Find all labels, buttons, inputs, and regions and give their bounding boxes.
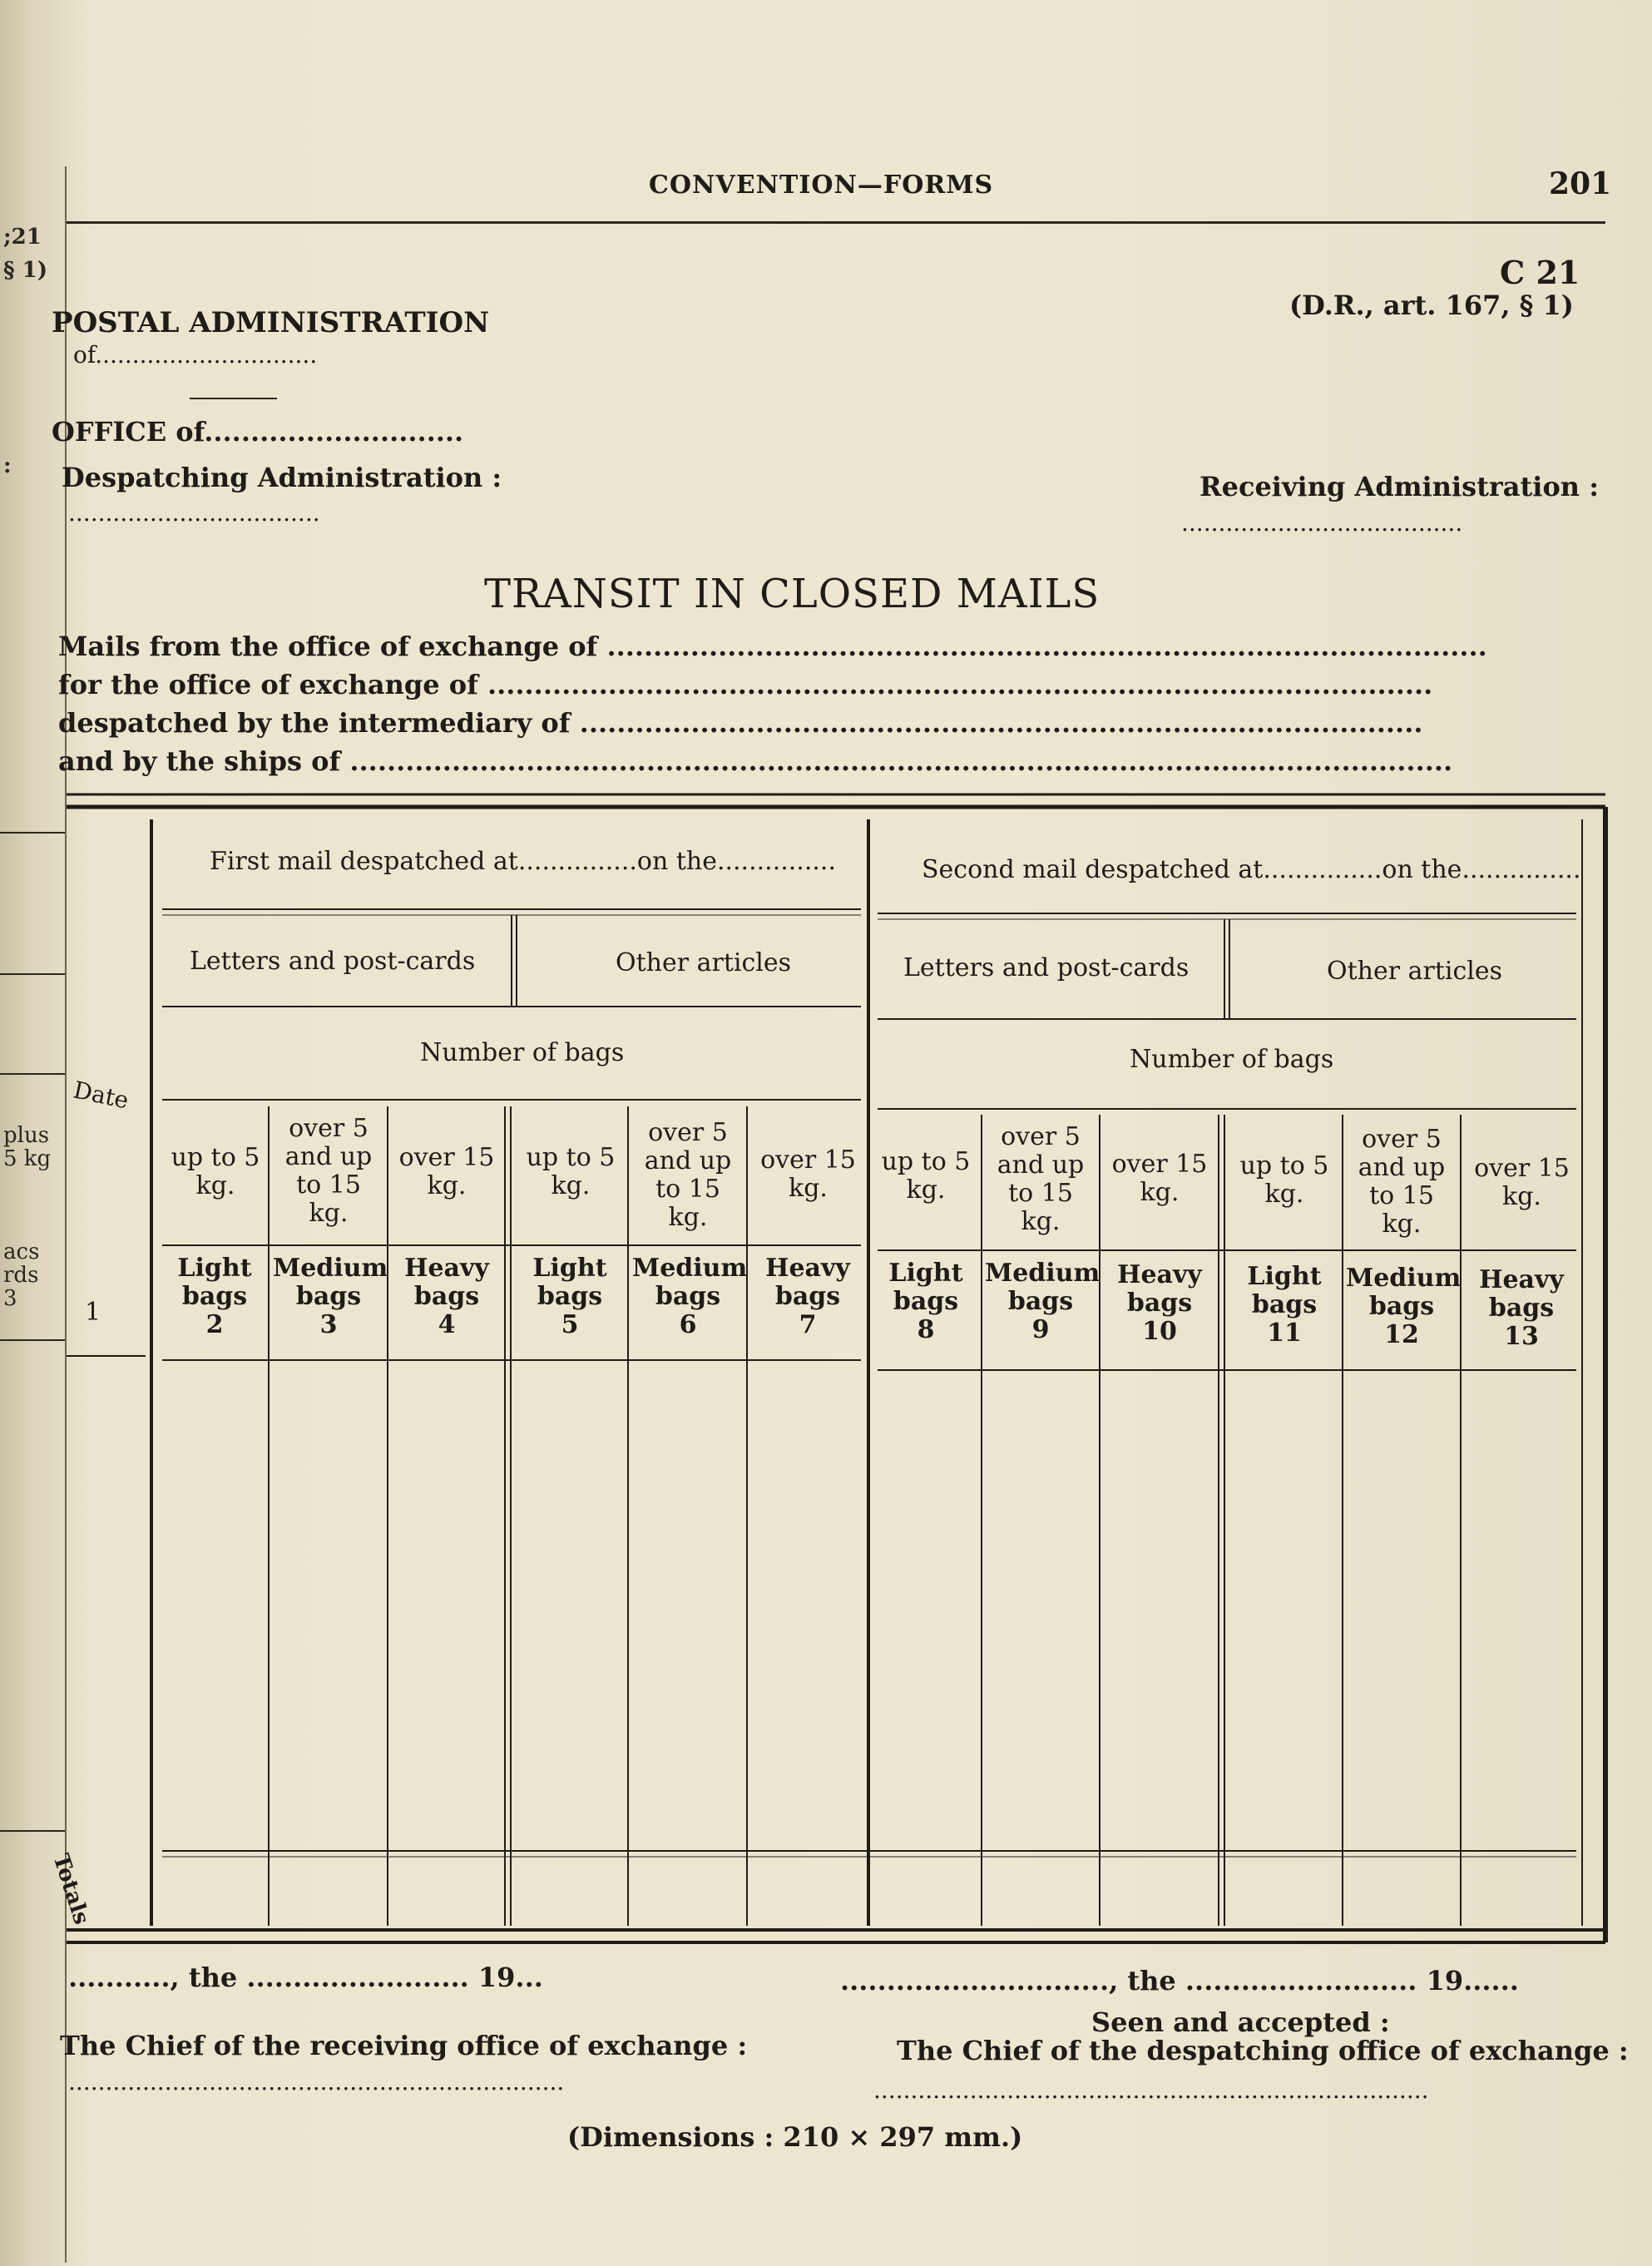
bag-type-light: Light bags xyxy=(532,1254,607,1311)
postal-admin-of: of.............................. xyxy=(73,341,318,369)
date-row-number: 1 xyxy=(85,1298,101,1327)
running-title: CONVENTION—FORMS xyxy=(649,171,994,200)
mail-line-for: for the office of exchange of ...................................................................................................... xyxy=(58,669,1433,700)
column-number: 2 xyxy=(205,1310,224,1339)
second-mail-header: Second mail despatched at...............on the............... xyxy=(922,855,1581,884)
office-of: OFFICE of............................ xyxy=(52,416,464,448)
weight-up-to-5: up to 5 kg. xyxy=(526,1143,616,1200)
margin-text: : xyxy=(3,453,12,478)
margin-text: rds xyxy=(3,1263,39,1288)
form-code: C 21 xyxy=(1500,254,1580,291)
column-number: 13 xyxy=(1504,1322,1539,1351)
bag-type-heavy: Heavy bags xyxy=(1479,1265,1564,1323)
first-mail-header: First mail despatched at...............on the............... xyxy=(210,847,836,876)
weight-5-to-15: over 5 and up to 15 kg. xyxy=(997,1122,1085,1236)
bag-type-medium: Medium bags xyxy=(273,1254,388,1311)
weight-over-15: over 15 kg. xyxy=(398,1143,495,1200)
bag-type-heavy: Heavy bags xyxy=(765,1254,850,1311)
postal-administration: POSTAL ADMINISTRATION xyxy=(52,306,490,339)
despatching-administration-label: Despatching Administration : xyxy=(62,462,502,493)
bag-type-medium: Medium bags xyxy=(632,1254,748,1311)
margin-text: § 1) xyxy=(3,258,48,283)
totals-label: Totals xyxy=(47,1851,94,1928)
weight-up-to-5: up to 5 kg. xyxy=(881,1147,971,1205)
weight-over-15: over 15 kg. xyxy=(1474,1154,1570,1211)
left-place-date: ..........., the ........................ 19... xyxy=(68,1962,543,1993)
margin-text: 5 kg xyxy=(3,1146,52,1171)
weight-up-to-5: up to 5 kg. xyxy=(171,1143,260,1200)
left-chief-label: The Chief of the receiving office of exchange : xyxy=(60,2030,748,2061)
weight-5-to-15: over 5 and up to 15 kg. xyxy=(284,1114,373,1228)
column-number: 4 xyxy=(438,1310,456,1339)
other-header-1: Other articles xyxy=(616,948,792,977)
receiving-administration-dots: ...................................... xyxy=(1181,509,1463,537)
bag-type-heavy: Heavy bags xyxy=(1117,1260,1202,1318)
mail-line-intermediary: despatched by the intermediary of ........................................................................................... xyxy=(58,707,1423,739)
number-of-bags-2: Number of bags xyxy=(1130,1045,1334,1074)
mail-line-from: Mails from the office of exchange of ............................................................................................... xyxy=(58,631,1487,662)
column-number: 7 xyxy=(799,1310,817,1339)
right-signature-dots: ........................................................................... xyxy=(873,2076,1429,2104)
receiving-administration-label: Receiving Administration : xyxy=(1199,471,1600,502)
column-number: 5 xyxy=(561,1310,579,1339)
weight-over-15: over 15 kg. xyxy=(1111,1150,1208,1207)
despatching-administration-dots: .................................. xyxy=(68,499,320,527)
margin-text: acs xyxy=(3,1239,40,1264)
bag-type-heavy: Heavy bags xyxy=(404,1254,489,1311)
form-reference: (D.R., art. 167, § 1) xyxy=(1289,289,1574,321)
form-title: TRANSIT IN CLOSED MAILS xyxy=(484,571,1101,617)
column-number: 6 xyxy=(679,1310,697,1339)
bag-type-light: Light bags xyxy=(888,1259,963,1316)
column-number: 12 xyxy=(1384,1320,1419,1349)
right-chief-label: The Chief of the despatching office of exchange : xyxy=(897,2035,1629,2066)
left-signature-dots: ................................................................... xyxy=(68,2068,565,2095)
other-header-2: Other articles xyxy=(1327,957,1503,986)
bag-type-light: Light bags xyxy=(177,1254,252,1311)
weight-up-to-5: up to 5 kg. xyxy=(1239,1151,1329,1209)
column-number: 11 xyxy=(1267,1319,1302,1348)
weight-over-15: over 15 kg. xyxy=(760,1145,856,1203)
margin-text: plus xyxy=(3,1123,50,1148)
weight-5-to-15: over 5 and up to 15 kg. xyxy=(1358,1125,1446,1239)
letters-header-1: Letters and post-cards xyxy=(190,947,476,976)
page-number: 201 xyxy=(1549,166,1612,201)
column-number: 9 xyxy=(1031,1315,1050,1344)
margin-text: 3 xyxy=(3,1286,17,1311)
column-number: 3 xyxy=(319,1310,338,1339)
column-number: 8 xyxy=(917,1315,935,1344)
column-number: 10 xyxy=(1142,1317,1177,1346)
weight-5-to-15: over 5 and up to 15 kg. xyxy=(644,1118,732,1232)
number-of-bags-1: Number of bags xyxy=(420,1038,625,1067)
right-place-date: ............................., the ......................... 19...... xyxy=(840,1965,1519,1996)
bag-type-medium: Medium bags xyxy=(1346,1264,1462,1321)
bag-type-light: Light bags xyxy=(1247,1262,1322,1319)
margin-text: ;21 xyxy=(3,225,42,250)
bag-type-medium: Medium bags xyxy=(985,1259,1101,1316)
form-dimensions: (Dimensions : 210 × 297 mm.) xyxy=(567,2121,1023,2153)
mail-line-ships: and by the ships of ....................................................................................................................... xyxy=(58,745,1453,777)
date-column-label: Date xyxy=(71,1076,131,1115)
letters-header-2: Letters and post-cards xyxy=(903,953,1190,982)
right-seen-accepted: Seen and accepted : xyxy=(1091,2006,1390,2038)
